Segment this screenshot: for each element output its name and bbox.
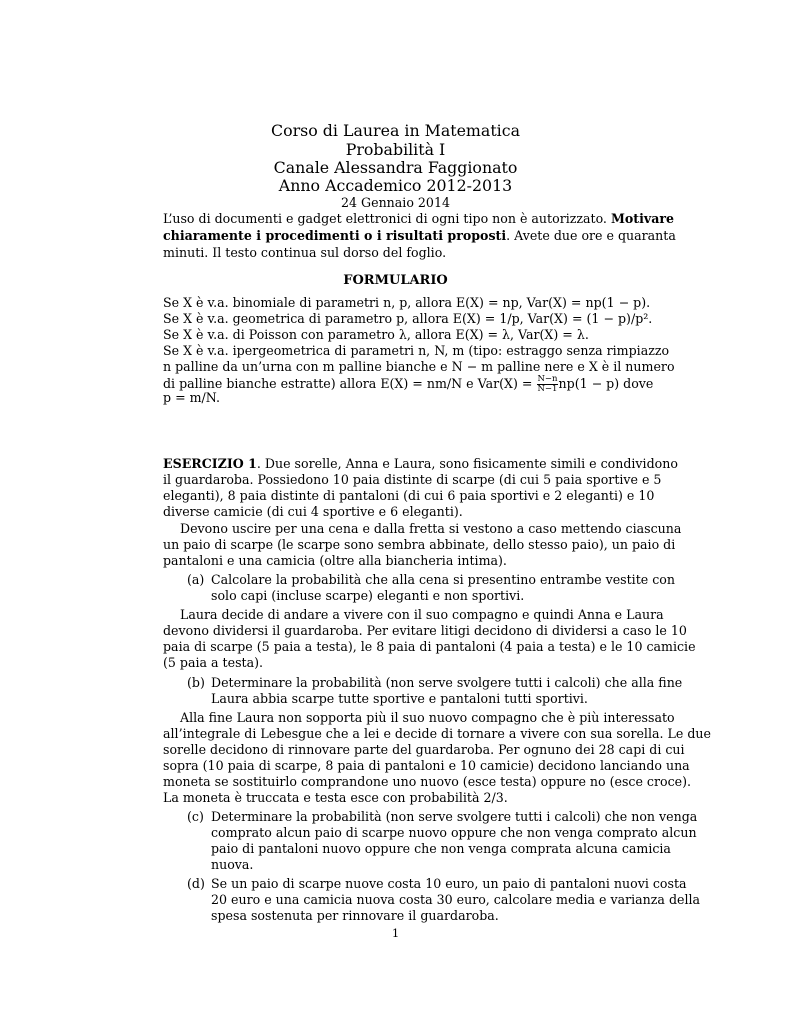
item-d-line-3: spesa sostenuta per rinnovare il guardaroba. <box>211 908 499 923</box>
exercise-line-3: eleganti), 8 paia distinte di pantaloni (di cui 6 paia sportivi e 2 eleganti) e 10 <box>163 488 655 503</box>
paragraph2-line-1: Devono uscire per una cena e dalla fretta si vestono a caso mettendo ciascuna <box>180 521 682 536</box>
paragraph3-line-2: devono dividersi il guardaroba. Per evitare litigi decidono di dividersi a caso le 10 <box>163 623 687 638</box>
formula-hypergeometric-4: p = m/N. <box>163 390 221 405</box>
paragraph4-line-1: Alla fine Laura non sopporta più il suo nuovo compagno che è più interessato <box>180 710 675 725</box>
item-c-label: (c) <box>187 809 204 824</box>
item-b-label: (b) <box>187 675 205 690</box>
exercise-line-1: ESERCIZIO 1. Due sorelle, Anna e Laura, sono fisicamente simili e condividono <box>163 456 678 471</box>
variance-fraction: $\frac{N-n}{N-1}$ <box>537 374 558 394</box>
item-d-line-1: Se un paio di scarpe nuove costa 10 euro, un paio di pantaloni nuovi costa <box>211 876 687 891</box>
paragraph2-line-2: un paio di scarpe (le scarpe sono sembra abbinate, dello stesso paio), un paio di <box>163 537 676 552</box>
item-d-label: (d) <box>187 876 205 891</box>
item-b-line-1: Determinare la probabilità (non serve svolgere tutti i calcoli) che alla fine <box>211 675 683 690</box>
paragraph4-line-2: all’integrale di Lebesgue che a lei e decide di tornare a vivere con sua sorella. Le due <box>163 726 711 741</box>
course-title: Corso di Laurea in Matematica <box>271 121 520 140</box>
intro-line-2: chiaramente i procedimenti o i risultati proposti. Avete due ore e quaranta <box>163 228 676 243</box>
item-c-line-3: paio di pantaloni nuovo oppure che non venga comprata alcuna camicia <box>211 841 671 856</box>
item-c-line-1: Determinare la probabilità (non serve svolgere tutti i calcoli) che non venga <box>211 809 698 824</box>
page-number: 1 <box>391 926 400 940</box>
paragraph3-line-4: (5 paia a testa). <box>163 655 264 670</box>
intro-line-3: minuti. Il testo continua sul dorso del foglio. <box>163 245 447 260</box>
paragraph4-line-3: sorelle decidono di rinnovare parte del guardaroba. Per ognuno dei 28 capi di cui <box>163 742 685 757</box>
exam-date: 24 Gennaio 2014 <box>341 195 450 210</box>
item-c-line-2: comprato alcun paio di scarpe nuovo oppure che non venga comprato alcun <box>211 825 697 840</box>
instructor-title: Canale Alessandra Faggionato <box>273 158 518 177</box>
item-d-line-2: 20 euro e una camicia nuova costa 30 euro, calcolare media e varianza della <box>211 892 701 907</box>
item-c-line-4: nuova. <box>211 857 254 872</box>
subject-title: Probabilità I <box>345 140 446 159</box>
item-a-label: (a) <box>187 572 205 587</box>
formula-hypergeometric-3: di palline bianche estratte) allora E(X) = nm/N e Var(X) = $\frac{N-n}{N-1}$ np(1 − p) dove <box>163 374 654 394</box>
paragraph3-line-3: paia di scarpe (5 paia a testa), le 8 paia di pantaloni (4 paia a testa) e le 10 camicie <box>163 639 696 654</box>
formulario-heading: FORMULARIO <box>343 273 448 288</box>
formula-binomial: Se X è v.a. binomiale di parametri n, p, allora E(X) = np, Var(X) = np(1 − p). <box>163 295 651 310</box>
formula-hypergeometric-2: n palline da un’urna con m palline bianche e N − m palline nere e X è il numero <box>163 359 675 374</box>
paragraph4-line-4: sopra (10 paia di scarpe, 8 paia di pantaloni e 10 camicie) decidono lanciando una <box>163 758 690 773</box>
item-a-line-2: solo capi (incluse scarpe) eleganti e non sportivi. <box>211 588 525 603</box>
formula-geometric: Se X è v.a. geometrica di parametro p, allora E(X) = 1/p, Var(X) = (1 − p)/p². <box>163 311 653 326</box>
paragraph4-line-5: moneta se sostituirlo comprandone uno nuovo (esce testa) oppure no (esce croce). <box>163 774 692 789</box>
paragraph4-line-6: La moneta è truccata e testa esce con probabilità 2/3. <box>163 790 508 805</box>
paragraph2-line-3: pantaloni e una camicia (oltre alla biancheria intima). <box>163 553 507 568</box>
formula-poisson: Se X è v.a. di Poisson con parametro λ, allora E(X) = λ, Var(X) = λ. <box>163 327 589 342</box>
academic-year: Anno Accademico 2012-2013 <box>278 176 513 195</box>
paragraph3-line-1: Laura decide di andare a vivere con il suo compagno e quindi Anna e Laura <box>180 607 664 622</box>
exercise-line-4: diverse camicie (di cui 4 sportive e 6 eleganti). <box>163 504 463 519</box>
exercise-line-2: il guardaroba. Possiedono 10 paia distinte di scarpe (di cui 5 paia sportive e 5 <box>163 472 662 487</box>
item-b-line-2: Laura abbia scarpe tutte sportive e pantaloni tutti sportivi. <box>211 691 588 706</box>
item-a-line-1: Calcolare la probabilità che alla cena si presentino entrambe vestite con <box>211 572 675 587</box>
formula-hypergeometric-1: Se X è v.a. ipergeometrica di parametri n, N, m (tipo: estraggo senza rimpiazzo <box>163 343 670 358</box>
intro-line-1: L’uso di documenti e gadget elettronici di ogni tipo non è autorizzato. Motivare <box>163 211 675 226</box>
